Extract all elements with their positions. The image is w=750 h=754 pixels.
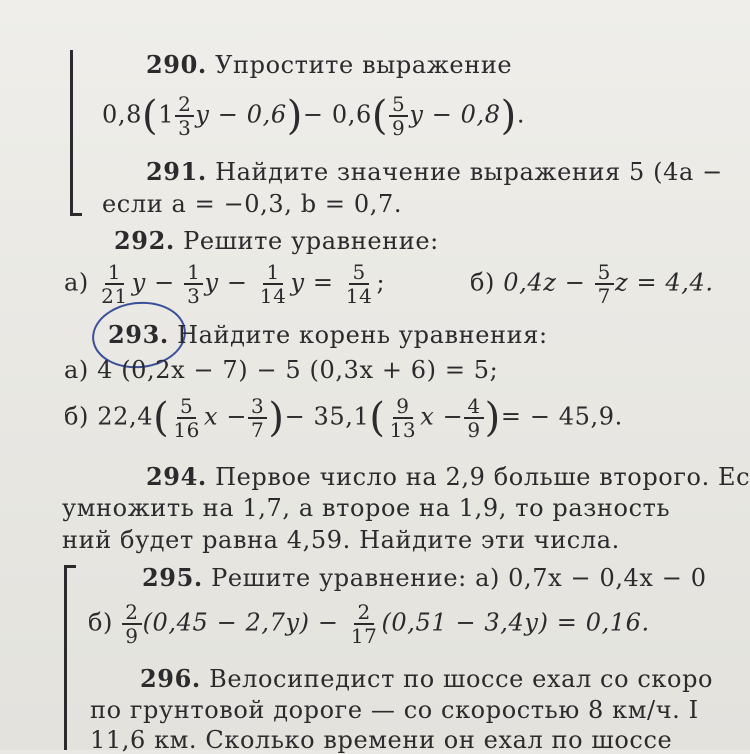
- problem-290-title: [146, 50, 512, 79]
- problem-296-line3: 11,6 км. Сколько времени он ехал по шоссе: [90, 726, 673, 754]
- expr-term: 1: [158, 100, 175, 129]
- problem-295-title: 295. Решите уравнение: а) 0,7x − 0,4x − 0: [142, 563, 707, 592]
- problem-number: 291.: [146, 157, 207, 186]
- fraction: $\frac{1}{14}$: [259, 260, 287, 308]
- expr-term: y − 0,6: [195, 100, 287, 129]
- problem-290-expression: 0,8(1 $\frac{2}{3}$ y − 0,6)− 0,6( $\frac{5}{9}$ y − 0,8).: [102, 92, 526, 140]
- problem-title: Решите уравнение:: [183, 227, 439, 255]
- fraction: $\frac{2}{17}$: [350, 600, 378, 648]
- problem-291-title: [146, 157, 723, 186]
- fraction: $\frac{1}{21}$: [101, 260, 128, 308]
- section-bracket-290-291: [70, 50, 73, 213]
- problem-number: 296.: [140, 664, 201, 693]
- problem-number: 294.: [146, 462, 207, 491]
- problem-293-a: а) 4 (0,2x − 7) − 5 (0,3x + 6) = 5;: [64, 356, 499, 384]
- problem-292-title: [114, 226, 439, 255]
- problem-295-b: б) $\frac{2}{9}$ (0,45 − 2,7y) − $\frac{2}{17}$ (0,51 − 3,4y) = 0,16.: [88, 600, 650, 648]
- fraction: $\frac{1}{3}$: [184, 262, 203, 306]
- problem-294-line2: умножить на 1,7, а второе на 1,9, то разность: [62, 494, 671, 522]
- problem-number: 293.: [108, 320, 169, 349]
- problem-292-b: б) 0,4z − $\frac{5}{7}$ z = 4,4.: [470, 260, 714, 308]
- fraction: $\frac{5}{14}$: [345, 260, 373, 308]
- expr-term: 0,8: [102, 100, 142, 129]
- problem-number: 295.: [142, 563, 203, 592]
- problem-294-line1: 294. Первое число на 2,9 больше второго. Ес: [146, 462, 750, 491]
- fraction: $\frac{2}{9}$: [122, 602, 141, 646]
- fraction: $\frac{5}{16}$: [173, 394, 200, 442]
- expr-term: − 0,6: [302, 100, 372, 129]
- fraction: $\frac{5}{7}$: [595, 262, 614, 306]
- expr-term: y − 0,8: [409, 100, 501, 129]
- fraction: $\frac{2}{3}$: [175, 94, 194, 138]
- fraction: $\frac{9}{13}$: [389, 394, 417, 442]
- fraction: $\frac{5}{9}$: [389, 94, 408, 138]
- problem-title: Найдите корень уравнения:: [177, 321, 548, 349]
- problem-title: Найдите значение выражения 5 (4a −: [215, 158, 723, 186]
- problem-291-condition: если a = −0,3, b = 0,7.: [102, 190, 403, 218]
- problem-title: Упростите выражение: [215, 51, 513, 79]
- section-bracket-295-296: [64, 568, 67, 750]
- problem-294-line3: ний будет равна 4,59. Найдите эти числа.: [62, 526, 620, 554]
- problem-296-line2: по грунтовой дороге — со скоростью 8 км/ч. I: [90, 696, 699, 724]
- problem-number: 290.: [146, 50, 207, 79]
- fraction: $\frac{3}{7}$: [248, 396, 267, 440]
- problem-293-title: [108, 320, 548, 349]
- problem-number: 292.: [114, 226, 175, 255]
- problem-292-a: а) $\frac{1}{21}$ y − $\frac{1}{3}$ y − $\frac{1}{14}$ y = $\frac{5}{14}$ ;: [64, 260, 386, 308]
- problem-296-line1: 296. Велосипедист по шоссе ехал со скоро: [140, 664, 714, 693]
- problem-293-b: б) 22,4( $\frac{5}{16}$ x − $\frac{3}{7}$ )− 35,1( $\frac{9}{13}$ x − $\frac{4}{9}$ )= − 45,9.: [64, 394, 623, 442]
- fraction: $\frac{4}{9}$: [464, 396, 483, 440]
